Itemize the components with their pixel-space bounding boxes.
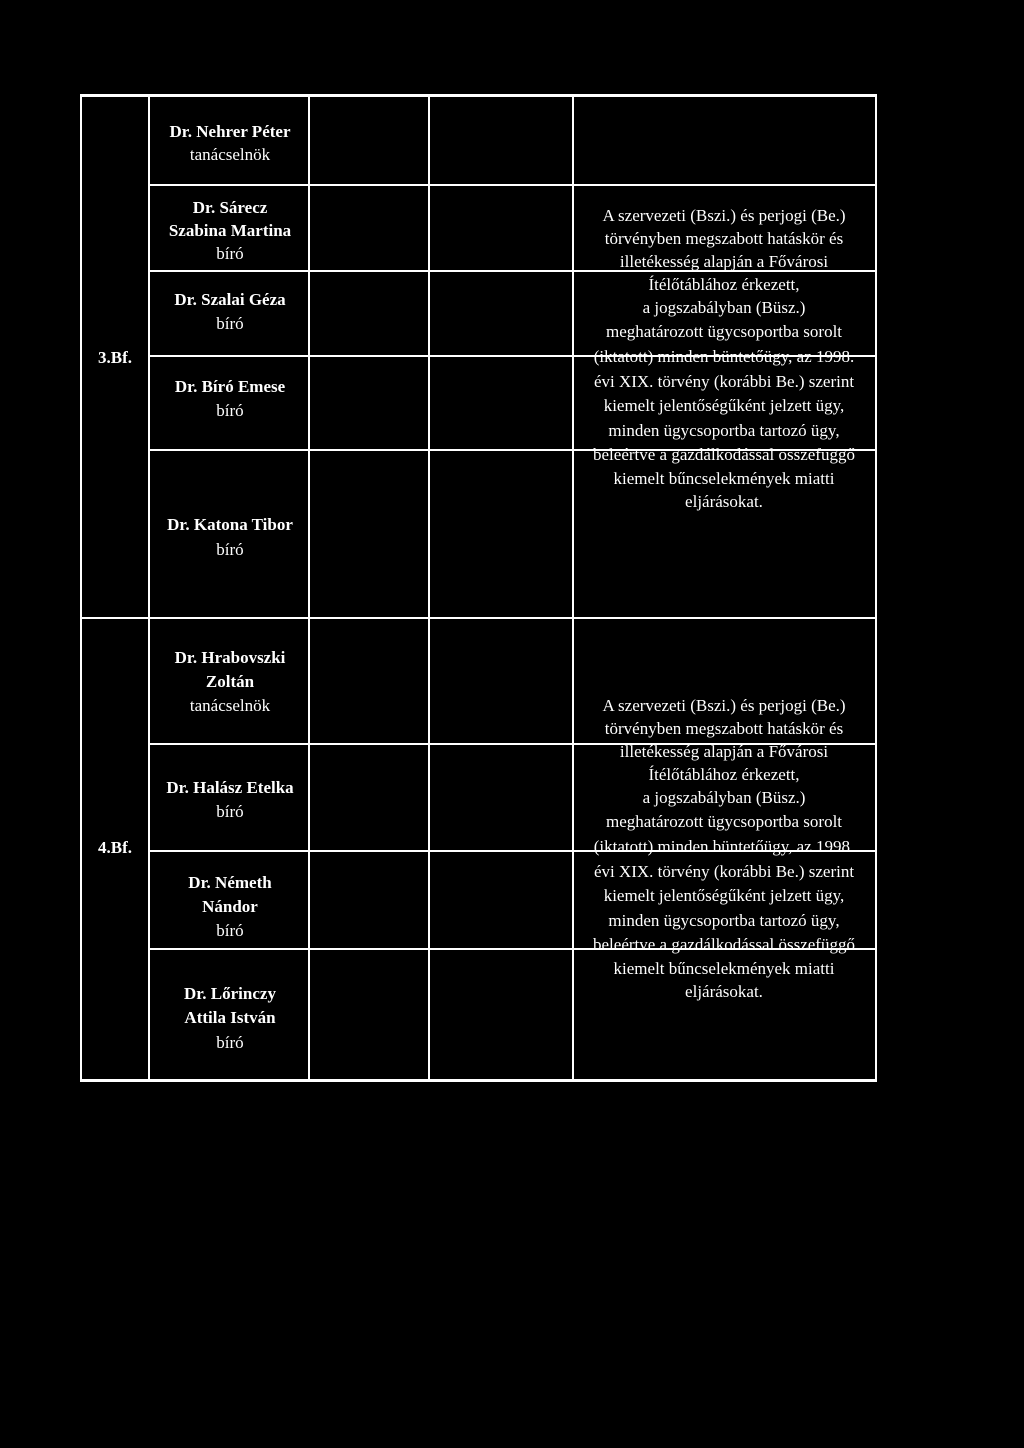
member-name: Attila István [184,1008,276,1027]
member-name: Dr. Németh [188,873,272,892]
description-line: kiemelt jelentőségűként jelzett ügy, [603,886,845,905]
member-name: Dr. Bíró Emese [174,377,286,396]
description-line: eljárásokat. [685,982,763,1001]
description-line: törvényben megszabott hatáskör és [604,229,844,248]
description-line: (iktatott) minden büntetőügy, az 1998. [593,347,855,366]
member-name: Nándor [202,897,258,916]
description-line: törvényben megszabott hatáskör és [604,719,844,738]
description-line: A szervezeti (Bszi.) és perjogi (Be.) [602,206,846,225]
section-code: 3.Bf. [98,348,132,367]
member-role: bíró [216,314,244,333]
description-line: minden ügycsoportba tartozó ügy, [608,421,840,440]
description-line: Ítélőtáblához érkezett, [648,275,800,294]
description-line: illetékesség alapján a Fővárosi [619,742,829,761]
description-line: a jogszabályban (Büsz.) [642,788,806,807]
description-line: A szervezeti (Bszi.) és perjogi (Be.) [602,696,846,715]
section-code: 4.Bf. [98,838,132,857]
description-line: évi XIX. törvény (korábbi Be.) szerint [593,372,855,391]
member-role: bíró [216,802,244,821]
member-name: Dr. Nehrer Péter [169,122,291,141]
description-line: meghatározott ügycsoportba sorolt [605,812,843,831]
member-role: tanácselnök [189,696,271,715]
member-name: Dr. Szalai Géza [174,290,286,309]
description-line: a jogszabályban (Büsz.) [642,298,806,317]
description-line: beleértve a gazdálkodással összefüggő [593,935,855,954]
member-name: Szabina Martina [168,221,292,240]
description-line: minden ügycsoportba tartozó ügy, [608,911,840,930]
description-line: eljárásokat. [685,492,763,511]
member-role: bíró [216,401,244,420]
member-name: Dr. Hrabovszki [174,648,286,667]
description-line: Ítélőtáblához érkezett, [648,765,800,784]
description-line: beleértve a gazdálkodással összefüggő [593,445,855,464]
table-left-border [80,94,82,1082]
section-separator [80,617,877,619]
description-line: kiemelt jelentőségűként jelzett ügy, [603,396,845,415]
description-line: illetékesség alapján a Fővárosi [619,252,829,271]
column-divider-3 [428,94,430,1082]
description-line: kiemelt bűncselekmények miatti [613,469,835,488]
member-name: Dr. Halász Etelka [166,778,294,797]
member-name: Dr. Katona Tibor [167,515,293,534]
member-role: bíró [216,540,244,559]
table-top-border [80,94,877,97]
description-line: évi XIX. törvény (korábbi Be.) szerint [593,862,855,881]
member-role: bíró [216,921,244,940]
member-name: Dr. Lőrinczy [184,984,276,1003]
description-line: (iktatott) minden büntetőügy, az 1998. [593,837,855,856]
member-role: bíró [216,244,244,263]
description-line: meghatározott ügycsoportba sorolt [605,322,843,341]
member-name: Zoltán [205,672,255,691]
row-line [148,184,875,186]
member-role: bíró [216,1033,244,1052]
description-line: kiemelt bűncselekmények miatti [613,959,835,978]
member-role: tanácselnök [189,145,271,164]
member-name: Dr. Sárecz [192,198,268,217]
table-bottom-border [80,1079,877,1082]
